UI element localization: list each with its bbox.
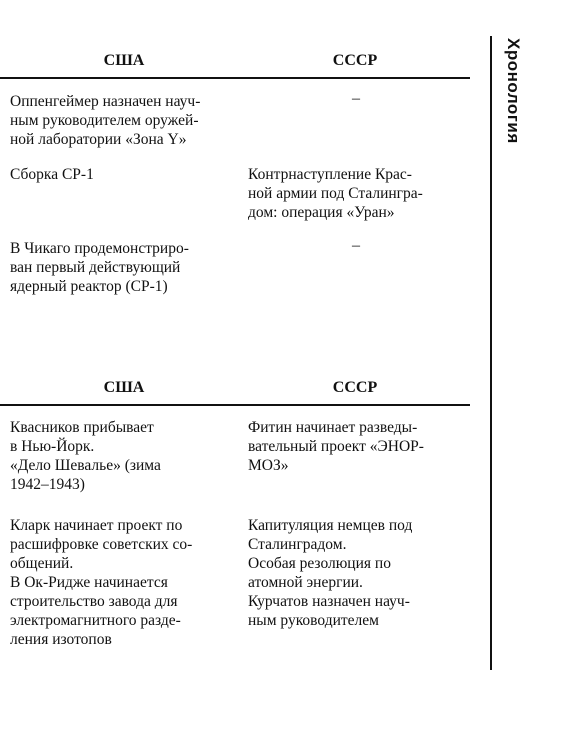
section2-header-usa: США [103,379,145,396]
section1-row3-ussr-dash: – [352,237,360,254]
section1-row1-ussr-dash: – [352,90,360,107]
section1-row3-usa: В Чикаго продемонстриро- ван первый действующий ядерный реактор (СР-1) [10,240,189,295]
section2-header-ussr: СССР [332,379,378,396]
chronology-vertical-rule [490,36,492,670]
section1-header-usa: США [103,52,145,69]
section2-row2-ussr: Капитуляция немцев под Сталинградом. Особая резолюция по атомной энергии. Курчатов назначен науч- ным руководителем [248,517,413,629]
section2-rule [0,404,470,406]
section2-row2-usa: Кларк начинает проект по расшифровке советских со- общений. В Ок-Ридже начинается строительство завода для электромагнитного разде- ления изотопов [10,517,193,648]
section1-rule [0,77,470,79]
section2-row1-usa: Квасников прибывает в Нью-Йорк. «Дело Шевалье» (зима 1942–1943) [10,419,161,493]
side-title: Хронология [504,38,523,144]
section1-row2-ussr: Контрнаступление Крас- ной армии под Сталингра- дом: операция «Уран» [248,166,423,221]
section1-row1-usa: Оппенгеймер назначен науч- ным руководителем оружей- ной лаборатории «Зона Y» [10,93,201,148]
section1-row2-usa: Сборка СР-1 [10,166,94,183]
section2-row1-ussr: Фитин начинает разведы- вательный проект «ЭНОР- МОЗ» [248,419,424,474]
section1-header-ussr: СССР [332,52,378,69]
